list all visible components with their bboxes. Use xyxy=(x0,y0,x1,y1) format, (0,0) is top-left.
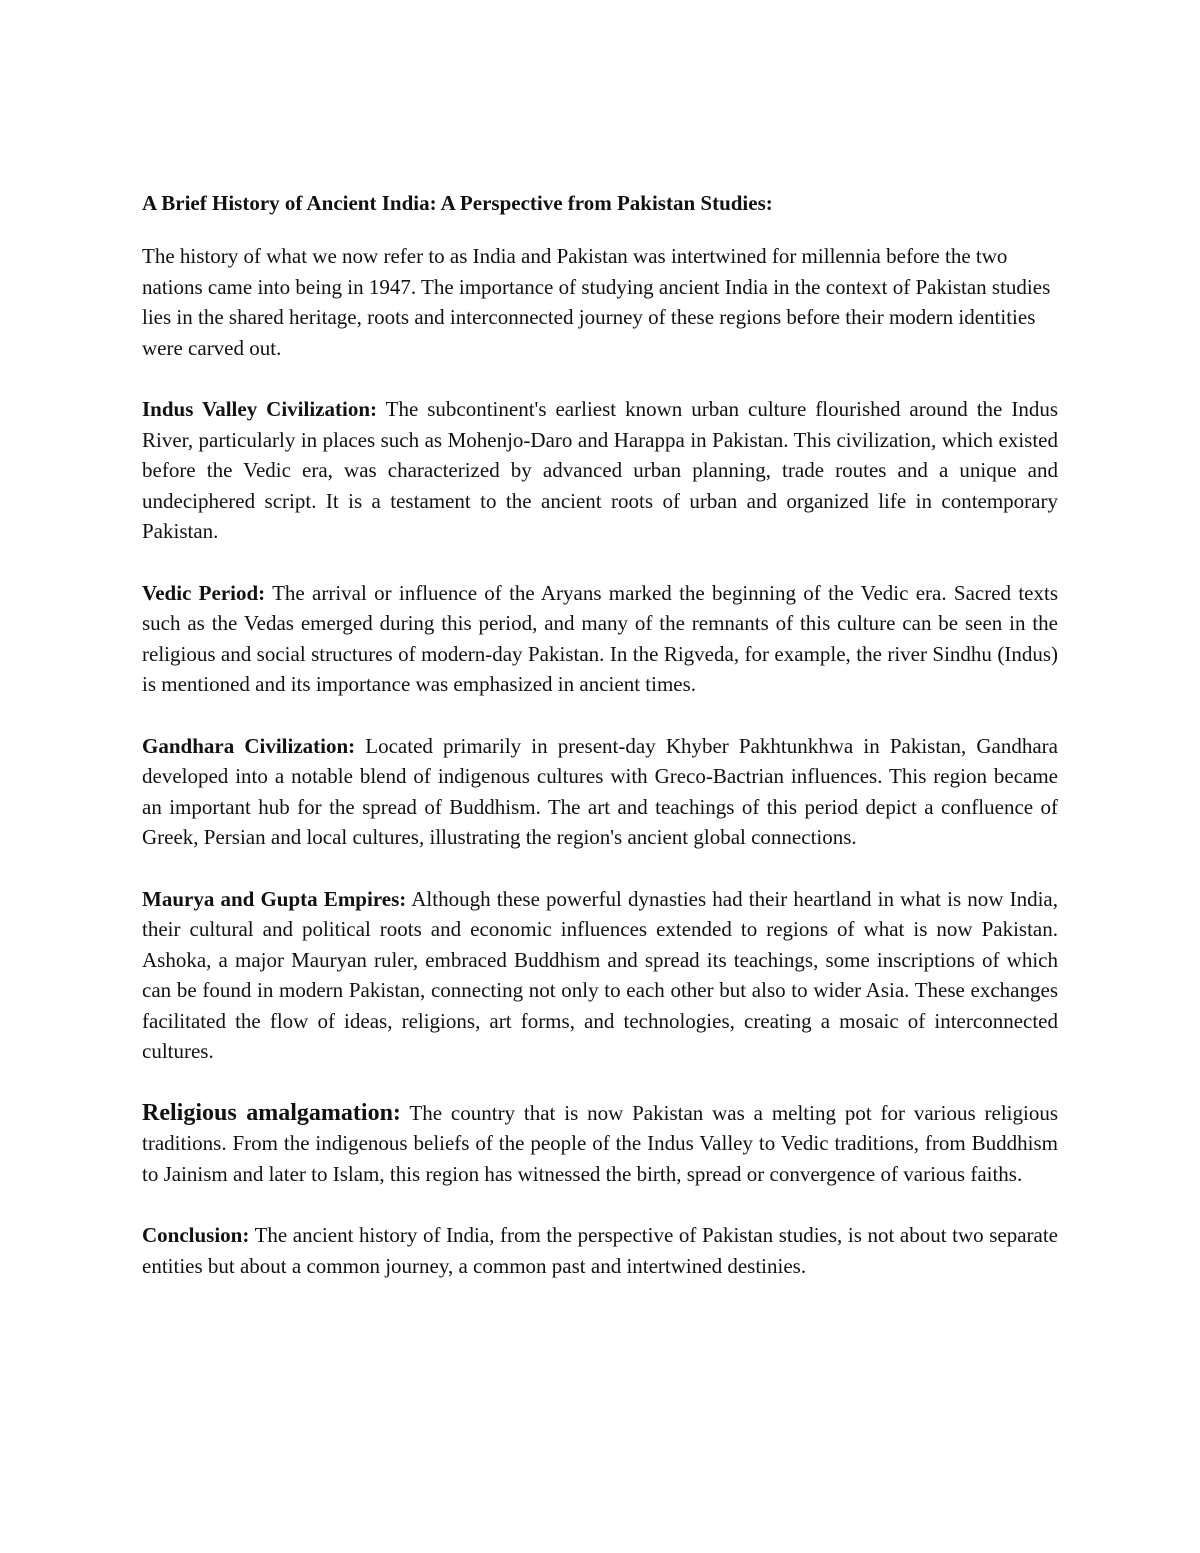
section-conclusion xyxy=(142,1220,1058,1281)
section-maurya-gupta xyxy=(142,884,1058,1067)
section-body: The ancient history of India, from the perspective of Pakistan studies, is not about two separate entities but about a common journey, a common past and intertwined destinies. xyxy=(142,1223,1058,1278)
section-gandhara xyxy=(142,731,1058,853)
section-religious-amalgamation xyxy=(142,1098,1058,1190)
section-indus-valley xyxy=(142,394,1058,547)
intro-paragraph: The history of what we now refer to as India and Pakistan was intertwined for millennia before the two nations came into being in 1947. The importance of studying ancient India in the context of Pakistan studies lies in the shared heritage, roots and interconnected journey of these regions before their modern identities were carved out. xyxy=(142,244,1051,360)
section-heading: Religious amalgamation: xyxy=(142,1099,401,1126)
document-title: A Brief History of Ancient India: A Perspective from Pakistan Studies: xyxy=(142,191,773,215)
section-body: The subcontinent's earliest known urban culture flourished around the Indus River, particularly in places such as Mohenjo-Daro and Harappa in Pakistan. This civilization, which existed before the Vedic era, was characterized by advanced urban planning, trade routes and a unique and undeciphered script. It is a testament to the ancient roots of urban and organized life in contemporary Pakistan. xyxy=(142,397,1058,543)
section-vedic-period xyxy=(142,578,1058,700)
section-body: The arrival or influence of the Aryans marked the beginning of the Vedic era. Sacred texts such as the Vedas emerged during this period, and many of the remnants of this culture can be seen in the religious and social structures of modern-day Pakistan. In the Rigveda, for example, the river Sindhu (Indus) is mentioned and its importance was emphasized in ancient times. xyxy=(142,580,1058,696)
section-body: Located primarily in present-day Khyber Pakhtunkhwa in Pakistan, Gandhara developed into a notable blend of indigenous cultures with Greco-Bactrian influences. This region became an important hub for the spread of Buddhism. The art and teachings of this period depict a confluence of Greek, Persian and local cultures, illustrating the region's ancient global connections. xyxy=(142,733,1058,849)
section-heading: Maurya and Gupta Empires: xyxy=(142,886,407,911)
document-body xyxy=(142,188,1058,1312)
section-heading: Vedic Period: xyxy=(142,580,266,605)
section-heading: Conclusion: xyxy=(142,1223,250,1247)
section-body: The country that is now Pakistan was a melting pot for various religious traditions. From the indigenous beliefs of the people of the Indus Valley to Vedic traditions, from Buddhism to Jainism and later to Islam, this region has witnessed the birth, spread or convergence of various faiths. xyxy=(142,1100,1059,1186)
section-heading: Gandhara Civilization: xyxy=(142,733,356,758)
section-body: Although these powerful dynasties had their heartland in what is now India, their cultural and political roots and economic influences extended to regions of what is now Pakistan. Ashoka, a major Mauryan ruler, embraced Buddhism and spread its teachings, some inscriptions of which can be found in modern Pakistan, connecting not only to each other but also to wider Asia. These exchanges facilitated the flow of ideas, religions, art forms, and technologies, creating a mosaic of interconnected cultures. xyxy=(142,886,1058,1063)
section-heading: Indus Valley Civilization: xyxy=(142,397,378,421)
